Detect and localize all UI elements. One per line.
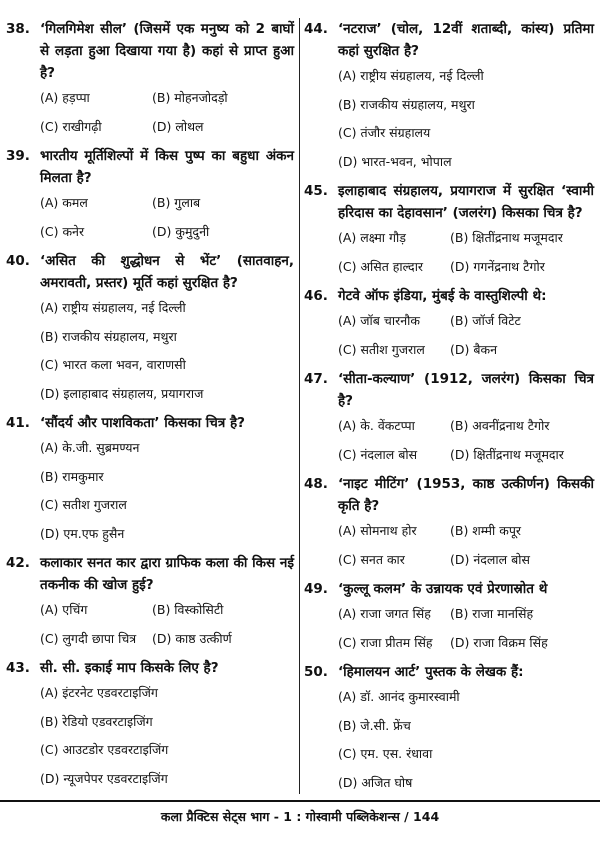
question-text: ‘सीता-कल्याण’ (1912, जलरंग) किसका चित्र है?	[338, 371, 594, 409]
option-c: (C) आउटडोर एडवरटाइजिंग	[40, 742, 169, 757]
option-a: (A) राजा जगत सिंह	[338, 606, 431, 621]
option-a: (A) जॉब चारनौक	[338, 313, 420, 328]
option-d: (D) राजा विक्रम सिंह	[450, 634, 548, 650]
page-footer: कला प्रैक्टिस सेट्स भाग - 1 : गोस्वामी पब्लिकेशन्स / 144	[160, 809, 440, 824]
question-text: ‘नाइट मीटिंग’ (1953, काष्ठ उत्कीर्णन) किसकी कृति है?	[338, 476, 594, 514]
option-a: (A) के.जी. सुब्रमण्यन	[40, 440, 140, 455]
column-divider	[299, 18, 300, 794]
question-number: 44.	[304, 21, 328, 37]
question-number: 38.	[6, 21, 30, 37]
option-d: (D) काष्ठ उत्कीर्ण	[152, 630, 232, 646]
right-column	[304, 18, 594, 801]
option-b: (B) मोहनजोदड़ो	[152, 90, 228, 105]
option-d: (D) इलाहाबाद संग्रहालय, प्रयागराज	[40, 385, 204, 401]
option-c: (C) सतीश गुजराल	[40, 497, 127, 512]
option-b: (B) शम्मी कपूर	[450, 523, 522, 538]
option-a: (A) एचिंग	[40, 602, 88, 617]
option-c: (C) राजा प्रीतम सिंह	[338, 634, 433, 650]
question-number: 49.	[304, 581, 328, 597]
option-d: (D) न्यूजपेपर एडवरटाइजिंग	[40, 770, 168, 786]
option-b: (B) जे.सी. फ्रेंच	[338, 717, 411, 733]
option-b: (B) राजा मानसिंह	[450, 606, 534, 621]
left-column	[6, 18, 294, 797]
option-b: (B) अवनींद्रनाथ टैगोर	[450, 418, 550, 433]
option-a: (A) सोमनाथ होर	[338, 523, 417, 538]
option-b: (B) रेडियो एडवरटाइजिंग	[40, 713, 153, 729]
option-d: (D) कुमुदुनी	[152, 223, 210, 239]
question-48	[304, 473, 594, 574]
question-number: 40.	[6, 253, 30, 269]
question-45	[304, 180, 594, 281]
question-number: 45.	[304, 183, 328, 199]
question-number: 39.	[6, 148, 30, 164]
option-a: (A) हड़प्पा	[40, 90, 90, 105]
question-text: ‘सौंदर्य और पाशविकता’ किसका चित्र है?	[40, 415, 245, 431]
question-41	[6, 412, 294, 548]
question-text: कलाकार सनत कार द्वारा ग्राफिक कला की किस नई तकनीक की खोज हुई?	[40, 555, 294, 593]
question-number: 42.	[6, 555, 30, 571]
option-a: (A) कमल	[40, 195, 88, 210]
option-d: (D) बैकन	[450, 341, 498, 357]
option-b: (B) गुलाब	[152, 195, 201, 210]
question-text: ‘गिलगिमेश सील’ (जिसमें एक मनुष्य को 2 बाघों से लड़ता हुआ दिखाया गया है) कहां से प्राप्त हुआ है?	[40, 21, 294, 81]
option-b: (B) क्षितींद्रनाथ मजूमदार	[450, 230, 563, 245]
question-text: ‘नटराज’ (चोल, 12वीं शताब्दी, कांस्य) प्रतिमा कहां सुरक्षित है?	[338, 21, 594, 59]
option-a: (A) के. वेंकटप्पा	[338, 418, 415, 433]
question-42	[6, 552, 294, 653]
question-40	[6, 250, 294, 408]
question-44	[304, 18, 594, 176]
question-text: ‘असित की शुद्धोधन से भेंट’ (सातवाहन, अमरावती, प्रस्तर) मूर्ति कहां सुरक्षित है?	[40, 253, 294, 291]
option-d: (D) भारत-भवन, भोपाल	[338, 153, 452, 169]
question-number: 50.	[304, 664, 328, 680]
question-number: 46.	[304, 288, 328, 304]
option-d: (D) लोथल	[152, 118, 204, 134]
question-50	[304, 661, 594, 797]
option-b: (B) जॉर्ज विटेट	[450, 313, 521, 328]
question-39	[6, 145, 294, 246]
question-number: 43.	[6, 660, 30, 676]
option-a: (A) इंटरनेट एडवरटाइजिंग	[40, 685, 158, 700]
option-a: (A) डॉ. आनंद कुमारस्वामी	[338, 689, 460, 704]
option-d: (D) नंदलाल बोस	[450, 551, 530, 567]
question-text: गेटवे ऑफ इंडिया, मुंबई के वास्तुशिल्पी थे:	[338, 288, 547, 304]
option-a: (A) लक्ष्मा गौड़	[338, 230, 406, 245]
option-c: (C) नंदलाल बोस	[338, 446, 418, 462]
option-d: (D) एम.एफ हुसैन	[40, 525, 125, 541]
question-text: ‘हिमालयन आर्ट’ पुस्तक के लेखक हैं:	[338, 664, 524, 680]
question-text: सी. सी. इकाई माप किसके लिए है?	[40, 660, 219, 676]
question-number: 47.	[304, 371, 328, 387]
question-47	[304, 368, 594, 469]
option-c: (C) भारत कला भवन, वाराणसी	[40, 357, 186, 372]
option-b: (B) राजकीय संग्रहालय, मथुरा	[40, 328, 177, 344]
option-d: (D) अजित घोष	[338, 774, 413, 790]
question-text: भारतीय मूर्तिशिल्पों में किस पुष्प का बहुधा अंकन मिलता है?	[40, 148, 294, 186]
option-d: (D) गगनेंद्रनाथ टैगोर	[450, 258, 545, 274]
question-number: 41.	[6, 415, 30, 431]
footer-rule	[0, 800, 600, 802]
question-46	[304, 285, 594, 364]
question-49	[304, 578, 594, 657]
option-a: (A) राष्ट्रीय संग्रहालय, नई दिल्ली	[338, 68, 484, 83]
question-text: इलाहाबाद संग्रहालय, प्रयागराज में सुरक्षित ‘स्वामी हरिदास का देहावसान’ (जलरंग) किसका चित्र है?	[338, 183, 594, 221]
option-c: (C) सतीश गुजराल	[338, 341, 425, 357]
option-c: (C) कनेर	[40, 223, 85, 239]
option-c: (C) एम. एस. रंधावा	[338, 746, 433, 761]
option-b: (B) राजकीय संग्रहालय, मथुरा	[338, 96, 475, 112]
option-c: (C) लुगदी छापा चित्र	[40, 630, 137, 646]
question-38	[6, 18, 294, 141]
option-b: (B) रामकुमार	[40, 468, 104, 484]
option-c: (C) सनत कार	[338, 551, 405, 567]
question-43	[6, 657, 294, 793]
option-c: (C) असित हाल्दार	[338, 258, 424, 274]
option-b: (B) विस्कोसिटी	[152, 602, 224, 617]
question-number: 48.	[304, 476, 328, 492]
question-text: ‘कुल्लू कलम’ के उन्नायक एवं प्रेरणास्रोत थे	[338, 581, 548, 597]
option-c: (C) राखीगढ़ी	[40, 118, 102, 134]
option-c: (C) तंजौर संग्रहालय	[338, 125, 431, 140]
option-d: (D) क्षितींद्रनाथ मजूमदार	[450, 446, 564, 462]
option-a: (A) राष्ट्रीय संग्रहालय, नई दिल्ली	[40, 300, 186, 315]
